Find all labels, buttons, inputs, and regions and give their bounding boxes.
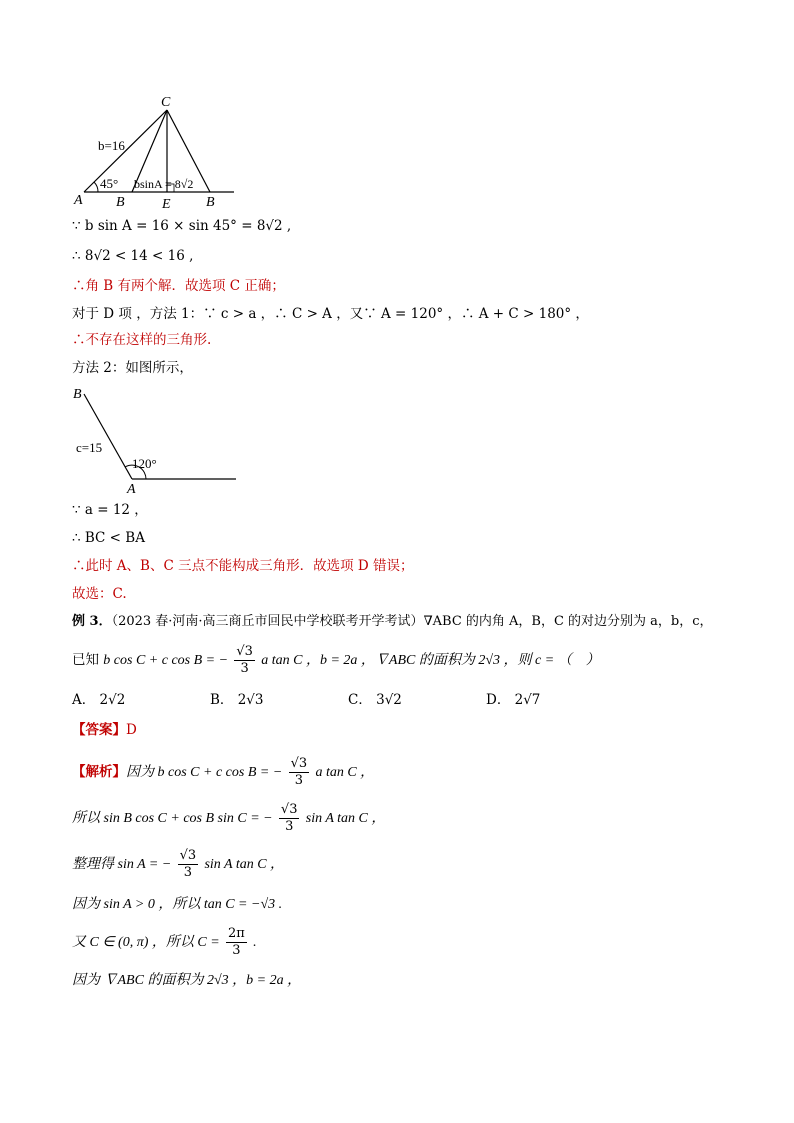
line-inequality: ∴ 8√2 < 14 < 16 , — [72, 248, 194, 264]
label-angle-45: 45° — [100, 176, 119, 191]
line-conclusion-c: ∴角 B 有两个解．故选项 C 正确； — [72, 278, 285, 294]
label-E: E — [162, 197, 171, 212]
label-C: C — [161, 95, 171, 110]
label-bsinA: bsinA = 8√2 — [134, 177, 194, 191]
line-method-1: 对于 D 项 ，方法 1：∵ c > a ，∴ C > A ，又∵ A = 120° ，∴ A + C > 180° ， — [72, 306, 589, 322]
angle-figure-2 — [70, 384, 250, 494]
line-a12: ∵ a = 12 ， — [72, 502, 148, 518]
analysis-step-6: 因为 ∇ABC 的面积为 2√3 ，b = 2a ， — [72, 973, 302, 988]
label-A: A — [74, 193, 83, 208]
label-c: c=15 — [76, 440, 103, 455]
line-bsinA: ∵ b sin A = 16 × sin 45° = 8√2 , — [72, 218, 292, 234]
option-a[interactable]: A． 2√2 — [72, 692, 126, 708]
line-choose: 故选：C. — [72, 586, 127, 602]
answer-line — [72, 720, 137, 740]
given-rhs: a tan C ，b = 2a ，∇ABC 的面积为 2√3 ，则 c = （ ） — [261, 653, 600, 668]
label-B: B — [73, 387, 82, 402]
analysis-step-5: 又 C ∈ (0, π) ，所以 C = $\frac{2\pi}{3}$ . — [72, 926, 257, 958]
example-source: （2023 春·河南·高三商丘市回民中学校联考开学考试） — [111, 614, 424, 629]
option-c[interactable]: C． 3√2 — [348, 692, 402, 708]
line-conclusion-d: ∴此时 A、B、C 三点不能构成三角形．故选项 D 错误； — [72, 558, 414, 574]
analysis-step-2: 所以 sin B cos C + cos B sin C = − $\frac{√3}{3}$ sin A tan C ， — [72, 802, 386, 834]
label-b: b=16 — [98, 138, 125, 153]
analysis-step-3: 整理得 sin A = − $\frac{√3}{3}$ sin A tan C ， — [72, 848, 285, 880]
label-B1: B — [116, 195, 125, 210]
line-no-triangle: ∴不存在这样的三角形. — [72, 332, 212, 348]
line-bc-ba: ∴ BC < BA — [72, 530, 145, 546]
answer-tag: 【答案】 — [72, 722, 126, 738]
line-method-2: 方法 2：如图所示， — [72, 360, 193, 376]
option-b[interactable]: B． 2√3 — [210, 692, 264, 708]
given-lhs: b cos C + c cos B = − — [103, 653, 229, 668]
example-3-heading — [72, 612, 713, 632]
triangle-figure-1 — [70, 92, 310, 212]
given-fraction: $\frac{√3}{3}$ — [236, 644, 253, 676]
example-label: 例 3． — [72, 614, 112, 629]
example-stem: ∇ABC 的内角 A，B，C 的对边分别为 a，b，c， — [423, 614, 713, 629]
analysis-tag: 【解析】 — [72, 764, 126, 780]
label-B2: B — [206, 195, 215, 210]
analysis-step-4: 因为 sin A > 0 ，所以 tan C = −√3 . — [72, 897, 283, 912]
label-A2: A — [127, 482, 136, 494]
example-3-given — [72, 644, 600, 677]
option-d[interactable]: D． 2√7 — [486, 692, 541, 708]
given-prefix: 已知 — [72, 652, 99, 668]
answer-value: D — [126, 722, 137, 738]
analysis-step-1: 【解析】因为 b cos C + c cos B = − $\frac{√3}{3}$ a tan C ， — [72, 756, 375, 788]
label-angle-120: 120° — [132, 456, 157, 471]
